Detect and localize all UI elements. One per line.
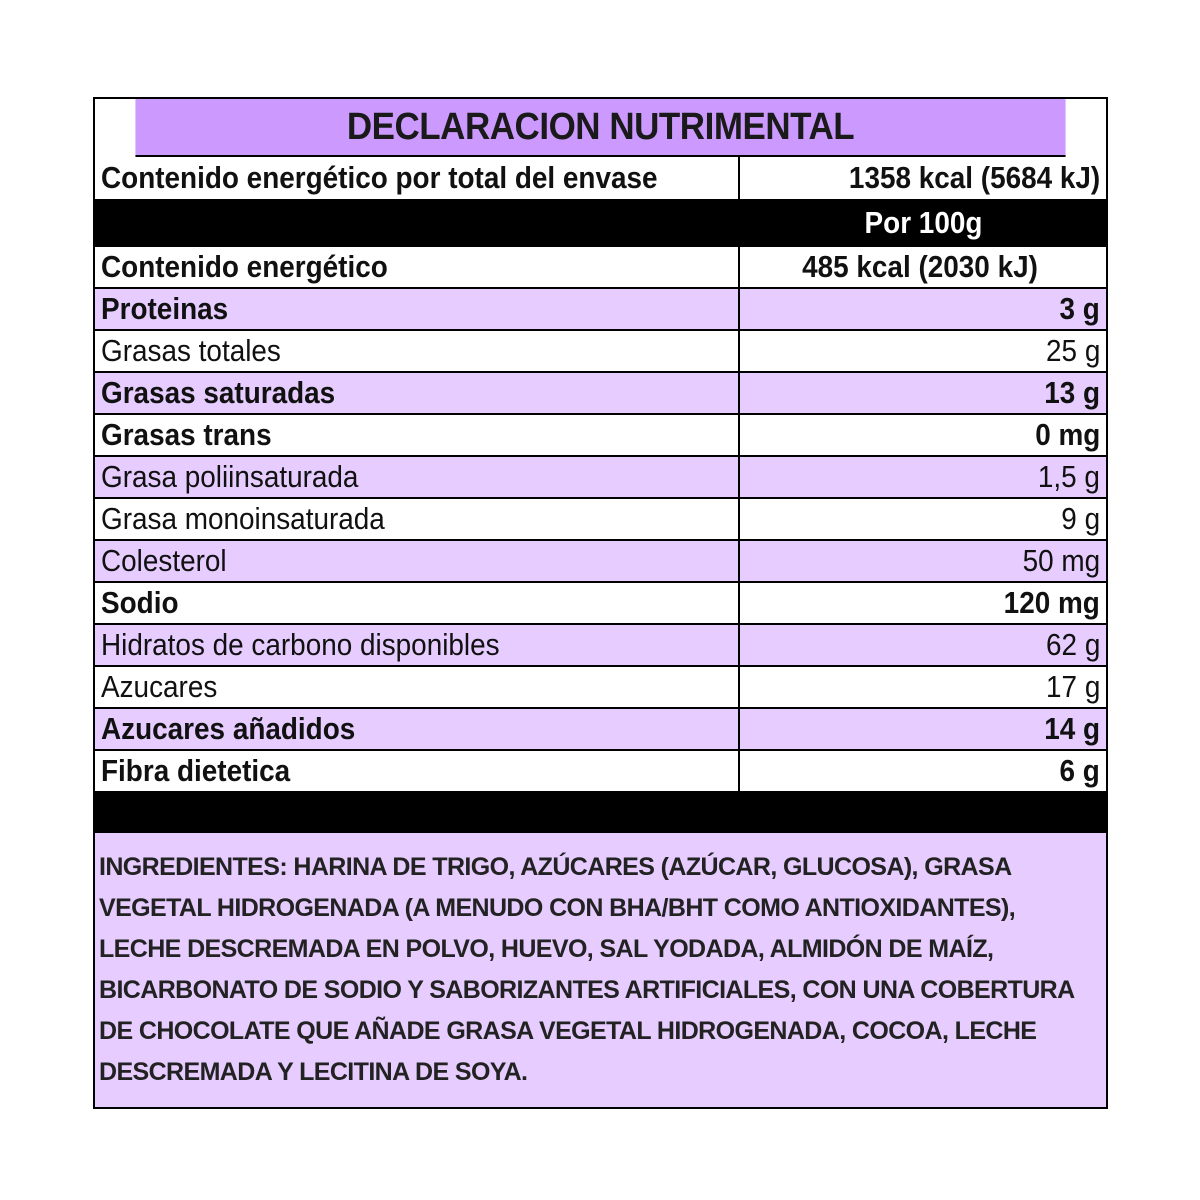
nutrient-label: Contenido energético (101, 249, 388, 284)
nutrient-value: 120 mg (1003, 585, 1100, 620)
nutrient-value: 25 g (1045, 333, 1100, 368)
nutrient-label: Hidratos de carbono disponibles (101, 627, 500, 662)
nutrient-label: Fibra dietetica (101, 753, 291, 788)
total-energy-label: Contenido energético por total del envase (101, 160, 658, 195)
nutrient-label: Proteinas (101, 291, 229, 326)
per-100g-header: Por 100g (864, 205, 982, 240)
nutrient-label: Sodio (101, 585, 179, 620)
nutrient-row (95, 457, 1106, 499)
nutrition-label (93, 97, 1108, 1109)
nutrient-label: Grasa poliinsaturada (101, 459, 359, 494)
nutrient-label: Grasas trans (101, 417, 272, 452)
nutrient-value: 50 mg (1022, 543, 1100, 578)
nutrient-value: 3 g (1059, 291, 1100, 326)
nutrient-row (95, 541, 1106, 583)
nutrient-row (95, 499, 1106, 541)
nutrient-label: Azucares (101, 669, 218, 704)
nutrient-value: 485 kcal (2030 kJ) (802, 249, 1038, 284)
per-100g-header-row (95, 201, 1106, 247)
divider-bar (95, 793, 1106, 833)
label-title: DECLARACION NUTRIMENTAL (135, 99, 1065, 157)
nutrient-value: 13 g (1044, 375, 1100, 410)
nutrient-row (95, 625, 1106, 667)
nutrient-value: 17 g (1045, 669, 1100, 704)
nutrient-value: 9 g (1061, 501, 1100, 536)
ingredients-block (95, 833, 1106, 1107)
total-energy-value: 1358 kcal (5684 kJ) (848, 160, 1100, 195)
nutrient-value: 14 g (1044, 711, 1100, 746)
ingredients-text: INGREDIENTES: HARINA DE TRIGO, AZÚCARES (AZÚCAR, GLUCOSA), GRASA VEGETAL HIDROGENADA (A MENUDO CON BHA/BHT COMO ANTIOXIDANTES), LECHE DESCREMADA EN POLVO, HUEVO, SAL YODADA, ALMIDÓN DE MAÍZ, BICARBONATO DE SODIO Y SABORIZANTES ARTIFICIALES, CON UNA COBERTURA DE CHOCOLATE QUE AÑADE GRASA VEGETAL HIDROGENADA, COCOA, LECHE DESCREMADA Y LECITINA DE SOYA. (99, 853, 1074, 1086)
nutrient-label: Grasas totales (101, 333, 281, 368)
nutrient-row (95, 415, 1106, 457)
nutrient-row (95, 709, 1106, 751)
total-energy-row (95, 157, 1106, 201)
nutrient-label: Azucares añadidos (101, 711, 356, 746)
nutrient-row (95, 247, 1106, 289)
nutrient-value: 0 mg (1034, 417, 1100, 452)
nutrient-row (95, 331, 1106, 373)
nutrient-row (95, 751, 1106, 793)
nutrient-label: Colesterol (101, 543, 227, 578)
nutrient-row (95, 373, 1106, 415)
nutrient-value: 1,5 g (1037, 459, 1100, 494)
nutrient-row (95, 289, 1106, 331)
nutrient-row (95, 583, 1106, 625)
nutrient-row (95, 667, 1106, 709)
nutrient-value: 6 g (1059, 753, 1100, 788)
nutrient-label: Grasa monoinsaturada (101, 501, 385, 536)
nutrient-value: 62 g (1045, 627, 1100, 662)
nutrient-rows (95, 247, 1106, 793)
nutrient-label: Grasas saturadas (101, 375, 336, 410)
